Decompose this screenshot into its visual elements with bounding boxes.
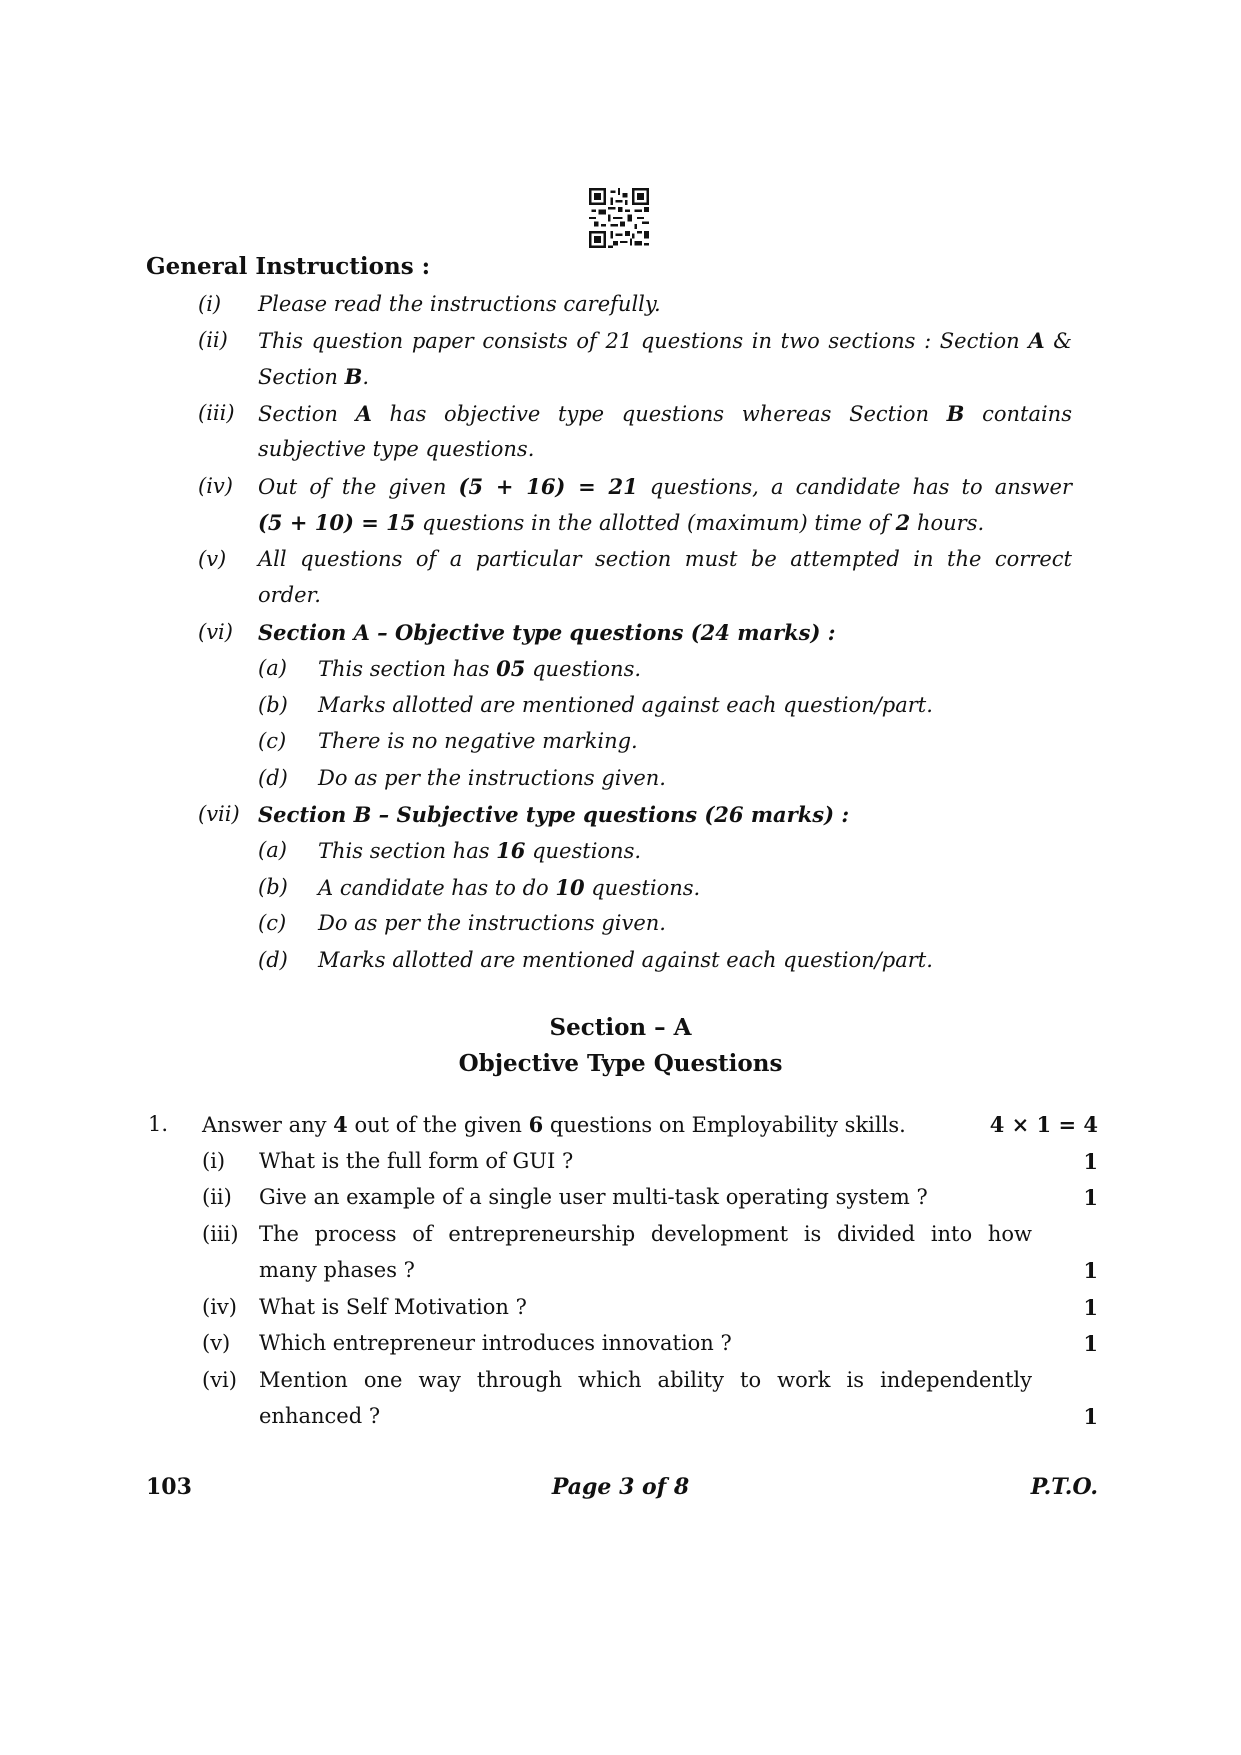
subquestion-text: What is the full form of GUI ? [259, 1149, 574, 1173]
section-title: Section – A [549, 1014, 692, 1041]
subquestion-text: What is Self Motivation ? [259, 1295, 527, 1319]
instruction-text-continued: subjective type questions. [258, 437, 535, 461]
instruction-number: (ii) [198, 328, 228, 352]
subinstruction-text: Do as per the instructions given. [318, 911, 666, 935]
subquestion-number: (i) [202, 1149, 226, 1173]
subinstruction-letter: (c) [258, 729, 287, 753]
subquestion-number: (v) [202, 1331, 231, 1355]
subquestion-text: Which entrepreneur introduces innovation ? [259, 1331, 732, 1355]
subquestion-marks: 1 [1083, 1149, 1098, 1174]
subinstruction-letter: (a) [258, 838, 287, 862]
general-instructions-heading: General Instructions : [146, 253, 431, 280]
subinstruction-text: Marks allotted are mentioned against each question/part. [318, 693, 933, 717]
subquestion-number: (iii) [202, 1222, 239, 1246]
page-number: Page 3 of 8 [551, 1474, 690, 1500]
subquestion-text-continued: enhanced ? [259, 1404, 381, 1428]
qr-code-icon [589, 188, 649, 248]
instruction-text-continued: Section B. [258, 364, 370, 389]
question-text: Answer any 4 out of the given 6 questions on Employability skills. [202, 1112, 906, 1137]
instruction-number: (vi) [198, 620, 233, 644]
section-subtitle: Objective Type Questions [458, 1050, 783, 1077]
subinstruction-text: This section has 16 questions. [318, 838, 642, 863]
instruction-text: Please read the instructions carefully. [258, 292, 661, 316]
subinstruction-letter: (b) [258, 693, 288, 717]
subinstruction-letter: (c) [258, 911, 287, 935]
subquestion-marks: 1 [1083, 1258, 1098, 1283]
instruction-text-continued: (5 + 10) = 15 questions in the allotted (maximum) time of 2 hours. [258, 510, 985, 535]
subquestion-marks: 1 [1083, 1185, 1098, 1210]
subinstruction-letter: (d) [258, 766, 288, 790]
instruction-number: (v) [198, 547, 227, 571]
subinstruction-text: A candidate has to do 10 questions. [318, 875, 701, 900]
subinstruction-text: Do as per the instructions given. [318, 766, 666, 790]
question-number: 1. [148, 1112, 169, 1136]
subquestion-text: The process of entrepreneurship development is divided into how [259, 1222, 1032, 1246]
subquestion-number: (ii) [202, 1185, 232, 1209]
subinstruction-text: There is no negative marking. [318, 729, 638, 753]
subquestion-text: Mention one way through which ability to work is independently [259, 1368, 1032, 1392]
instruction-number: (iv) [198, 474, 233, 498]
subquestion-text-continued: many phases ? [259, 1258, 415, 1282]
subquestion-number: (vi) [202, 1368, 237, 1392]
instruction-text: Out of the given (5 + 16) = 21 questions, a candidate has to answer [258, 474, 1072, 499]
subquestion-text: Give an example of a single user multi-task operating system ? [259, 1185, 928, 1209]
instruction-text: All questions of a particular section must be attempted in the correct [258, 547, 1072, 571]
instruction-text: Section A has objective type questions whereas Section B contains [258, 401, 1072, 426]
instruction-text: Section B – Subjective type questions (26 marks) : [258, 802, 850, 827]
instruction-number: (iii) [198, 401, 235, 425]
subinstruction-text: This section has 05 questions. [318, 656, 642, 681]
subinstruction-letter: (d) [258, 948, 288, 972]
subinstruction-letter: (a) [258, 656, 287, 680]
question-marks: 4 × 1 = 4 [989, 1112, 1098, 1137]
instruction-number: (i) [198, 292, 222, 316]
subinstruction-text: Marks allotted are mentioned against each question/part. [318, 948, 933, 972]
subquestion-marks: 1 [1083, 1295, 1098, 1320]
subquestion-marks: 1 [1083, 1331, 1098, 1356]
instruction-text: This question paper consists of 21 questions in two sections : Section A & [258, 328, 1072, 353]
subquestion-marks: 1 [1083, 1404, 1098, 1429]
subquestion-number: (iv) [202, 1295, 237, 1319]
subinstruction-letter: (b) [258, 875, 288, 899]
instruction-number: (vii) [198, 802, 240, 826]
paper-code: 103 [146, 1474, 192, 1500]
instruction-text-continued: order. [258, 583, 321, 607]
pto-label: P.T.O. [1030, 1474, 1098, 1500]
instruction-text: Section A – Objective type questions (24 marks) : [258, 620, 836, 645]
